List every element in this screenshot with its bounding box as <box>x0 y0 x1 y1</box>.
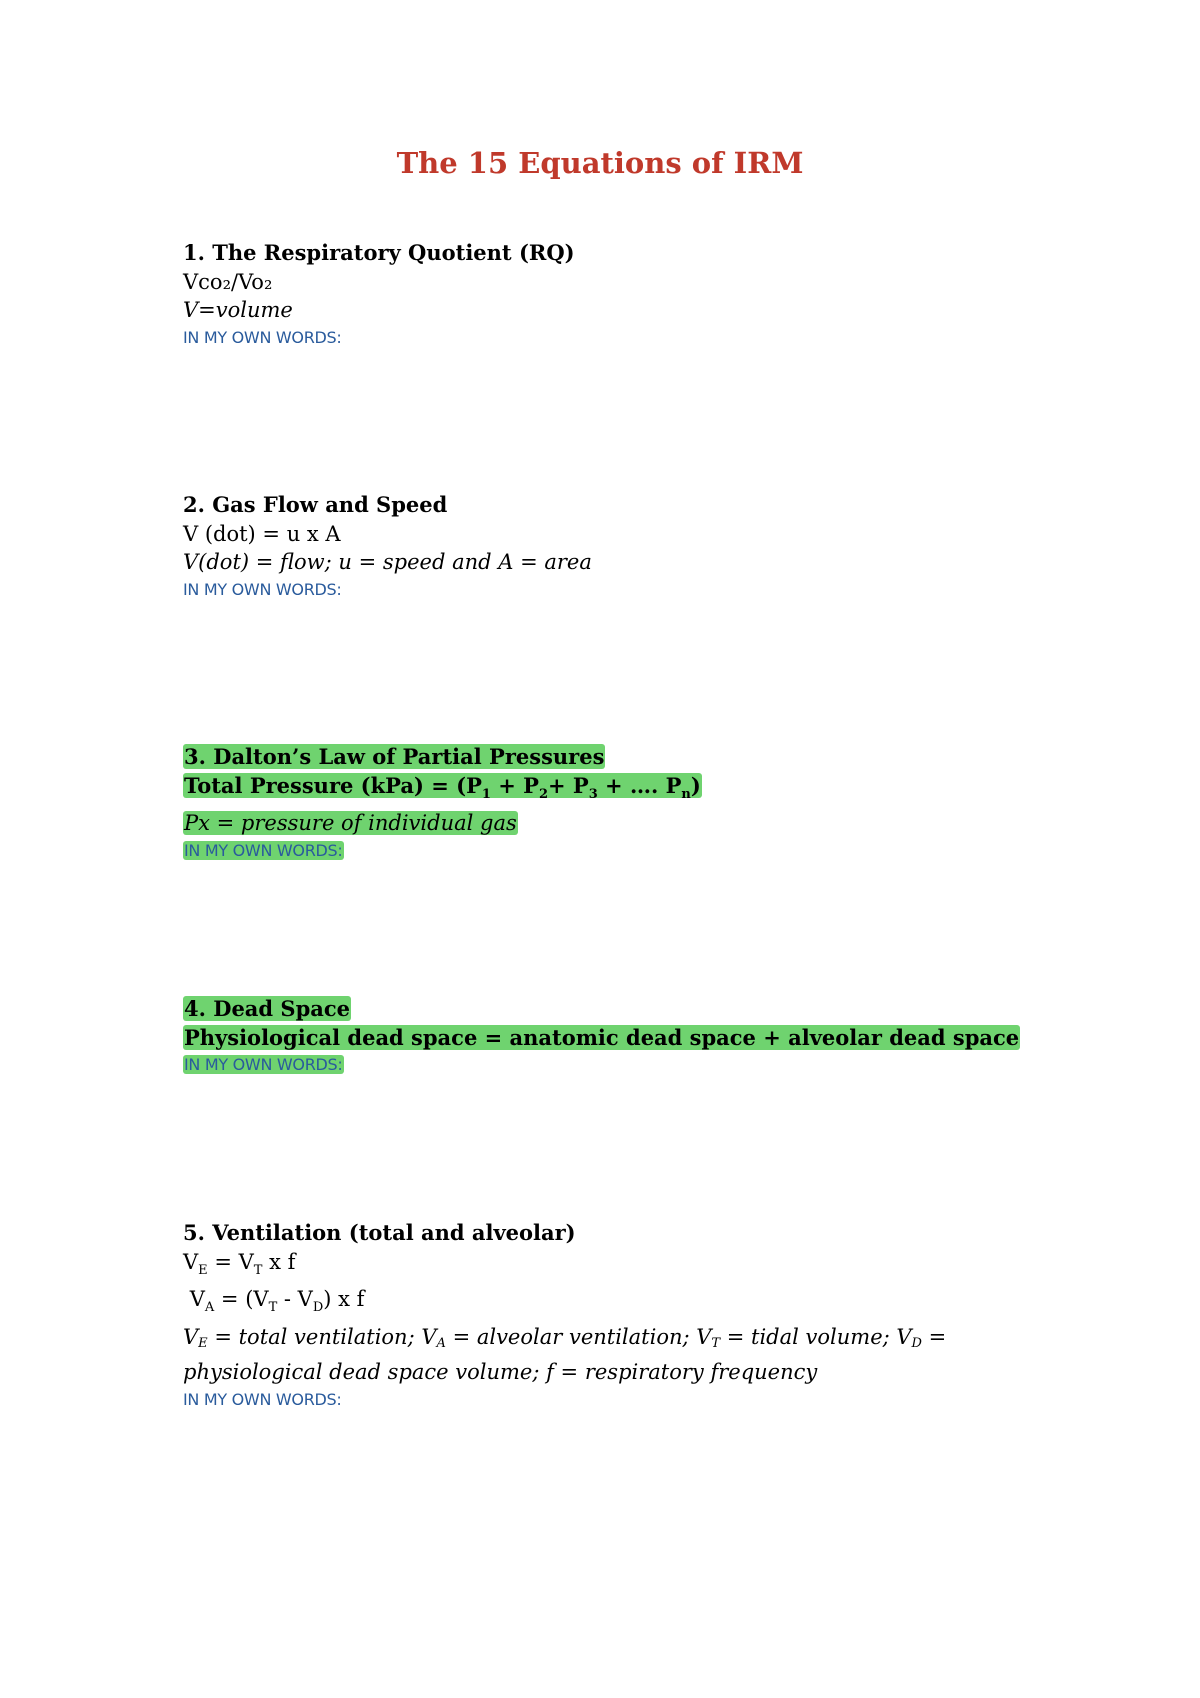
own-words-label: IN MY OWN WORDS: <box>184 840 343 860</box>
section-heading: 5. Ventilation (total and alveolar) <box>183 1220 576 1245</box>
section-1 <box>183 239 1063 350</box>
equation: Physiological dead space = anatomic dead space + alveolar dead space <box>184 1024 1020 1050</box>
section-2 <box>183 491 1063 602</box>
definition-continued: physiological dead space volume; f = respiratory frequency <box>183 1360 818 1385</box>
equation: Total Pressure $(kPa) = (P_1 + P_2+ P_3$ + …. $P_n$) <box>184 772 701 802</box>
page-title: The 15 Equations of IRM <box>396 146 804 180</box>
own-words-label: IN MY OWN WORDS: <box>183 1389 342 1409</box>
section-heading: 1. The Respiratory Quotient (RQ) <box>183 240 575 265</box>
own-words-label: IN MY OWN WORDS: <box>183 327 342 347</box>
section-5 <box>183 1219 1063 1412</box>
section-3 <box>183 743 1063 863</box>
equation-total-ventilation: $V_E = V_T$ x f <box>183 1249 296 1278</box>
definition: Px = pressure of individual gas <box>184 811 517 836</box>
section-heading: 2. Gas Flow and Speed <box>183 492 448 517</box>
definition: VE = total ventilation; VA = alveolar ventilation; VT = tidal volume; VD = <box>183 1324 947 1351</box>
section-heading: 4. Dead Space <box>184 996 351 1021</box>
equation: V (dot) = u x A <box>183 521 341 546</box>
own-words-label: IN MY OWN WORDS: <box>183 579 342 599</box>
equation-alveolar-ventilation: $V_A = (V_T - V_D)$ x f <box>189 1287 365 1316</box>
section-4 <box>183 995 1063 1077</box>
equation: Vco₂/Vo₂ <box>183 269 273 294</box>
own-words-label: IN MY OWN WORDS: <box>184 1055 343 1074</box>
definition: V=volume <box>183 298 293 322</box>
definition: V(dot) = flow; u = speed and A = area <box>183 550 592 574</box>
section-heading: 3. Dalton’s Law of Partial Pressures <box>184 744 605 769</box>
